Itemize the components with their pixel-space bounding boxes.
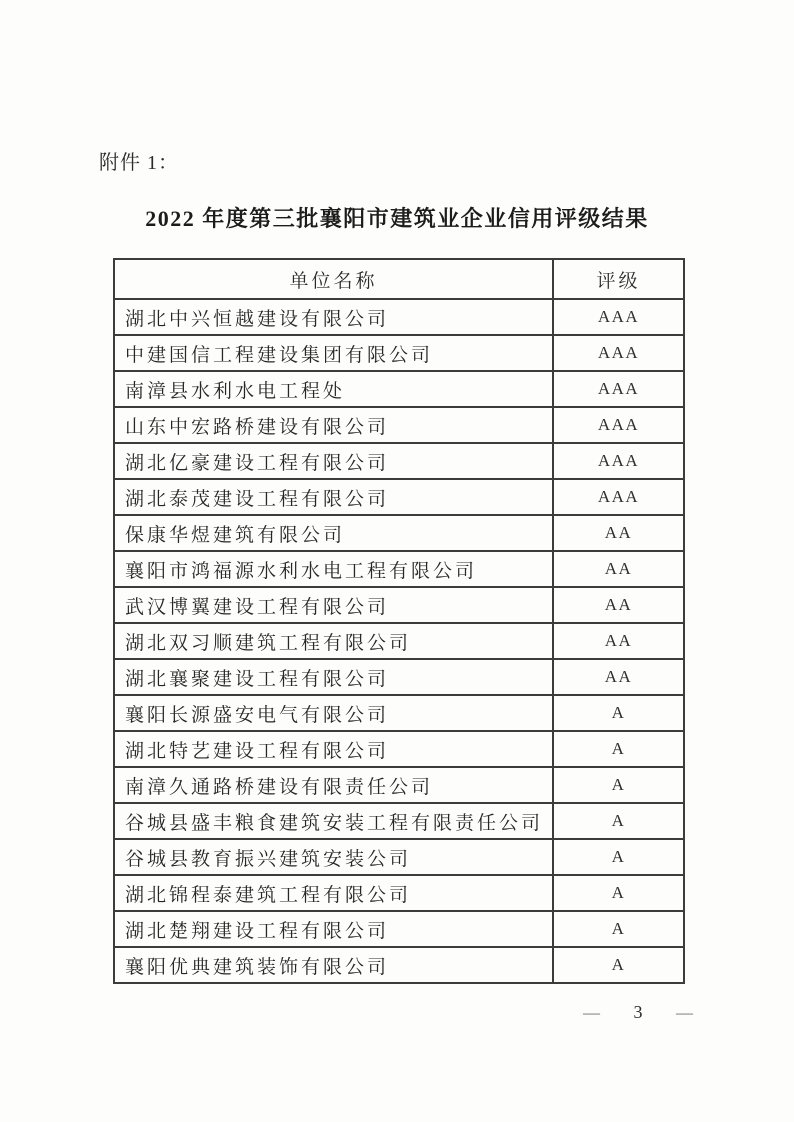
table-row	[114, 443, 684, 479]
company-name-cell: 中建国信工程建设集团有限公司	[114, 335, 553, 371]
company-name-cell: 湖北特艺建设工程有限公司	[114, 731, 553, 767]
company-name-cell: 湖北锦程泰建筑工程有限公司	[114, 875, 553, 911]
company-name-cell: 湖北中兴恒越建设有限公司	[114, 299, 553, 335]
rating-cell: AA	[553, 623, 684, 659]
company-name-cell: 湖北襄聚建设工程有限公司	[114, 659, 553, 695]
table-row	[114, 623, 684, 659]
rating-cell: A	[553, 803, 684, 839]
table-row	[114, 659, 684, 695]
rating-cell: AAA	[553, 443, 684, 479]
rating-cell: AA	[553, 659, 684, 695]
table-row	[114, 767, 684, 803]
table-row	[114, 695, 684, 731]
company-name-cell: 谷城县盛丰粮食建筑安装工程有限责任公司	[114, 803, 553, 839]
table-row	[114, 731, 684, 767]
table-row	[114, 371, 684, 407]
table-row	[114, 947, 684, 983]
rating-cell: AA	[553, 515, 684, 551]
rating-cell: AAA	[553, 479, 684, 515]
table-row	[114, 911, 684, 947]
rating-cell: A	[553, 767, 684, 803]
table-row	[114, 335, 684, 371]
rating-cell: AAA	[553, 371, 684, 407]
table-row	[114, 407, 684, 443]
company-name-cell: 保康华煜建筑有限公司	[114, 515, 553, 551]
table-body	[114, 299, 684, 983]
table-row	[114, 587, 684, 623]
table-row	[114, 875, 684, 911]
column-header-unit-name: 单位名称	[114, 259, 553, 299]
company-name-cell: 南漳县水利水电工程处	[114, 371, 553, 407]
table-row	[114, 551, 684, 587]
rating-cell: AA	[553, 587, 684, 623]
company-name-cell: 湖北泰茂建设工程有限公司	[114, 479, 553, 515]
attachment-label: 附件 1：	[99, 152, 179, 174]
company-name-cell: 襄阳市鸿福源水利水电工程有限公司	[114, 551, 553, 587]
company-name-cell: 湖北亿豪建设工程有限公司	[114, 443, 553, 479]
company-name-cell: 山东中宏路桥建设有限公司	[114, 407, 553, 443]
table-row	[114, 299, 684, 335]
company-name-cell: 襄阳优典建筑装饰有限公司	[114, 947, 553, 983]
company-name-cell: 湖北楚翔建设工程有限公司	[114, 911, 553, 947]
company-name-cell: 南漳久通路桥建设有限责任公司	[114, 767, 553, 803]
rating-cell: A	[553, 839, 684, 875]
page-title: 2022 年度第三批襄阳市建筑业企业信用评级结果	[145, 206, 649, 231]
footer-right-dash: —	[676, 1003, 693, 1022]
rating-cell: A	[553, 875, 684, 911]
footer-left-dash: —	[583, 1003, 600, 1022]
table-header-row	[114, 259, 684, 299]
column-header-rating: 评级	[553, 259, 684, 299]
company-name-cell: 湖北双习顺建筑工程有限公司	[114, 623, 553, 659]
rating-cell: A	[553, 695, 684, 731]
company-name-cell: 谷城县教育振兴建筑安装公司	[114, 839, 553, 875]
rating-table	[113, 258, 685, 984]
table-row	[114, 839, 684, 875]
rating-cell: AAA	[553, 299, 684, 335]
rating-cell: AAA	[553, 335, 684, 371]
table-row	[114, 479, 684, 515]
table-row	[114, 515, 684, 551]
page-number: 3	[633, 1002, 643, 1022]
company-name-cell: 武汉博翼建设工程有限公司	[114, 587, 553, 623]
rating-cell: A	[553, 911, 684, 947]
rating-cell: AA	[553, 551, 684, 587]
rating-cell: AAA	[553, 407, 684, 443]
rating-cell: A	[553, 731, 684, 767]
table-row	[114, 803, 684, 839]
rating-cell: A	[553, 947, 684, 983]
company-name-cell: 襄阳长源盛安电气有限公司	[114, 695, 553, 731]
page-footer	[583, 1002, 693, 1023]
